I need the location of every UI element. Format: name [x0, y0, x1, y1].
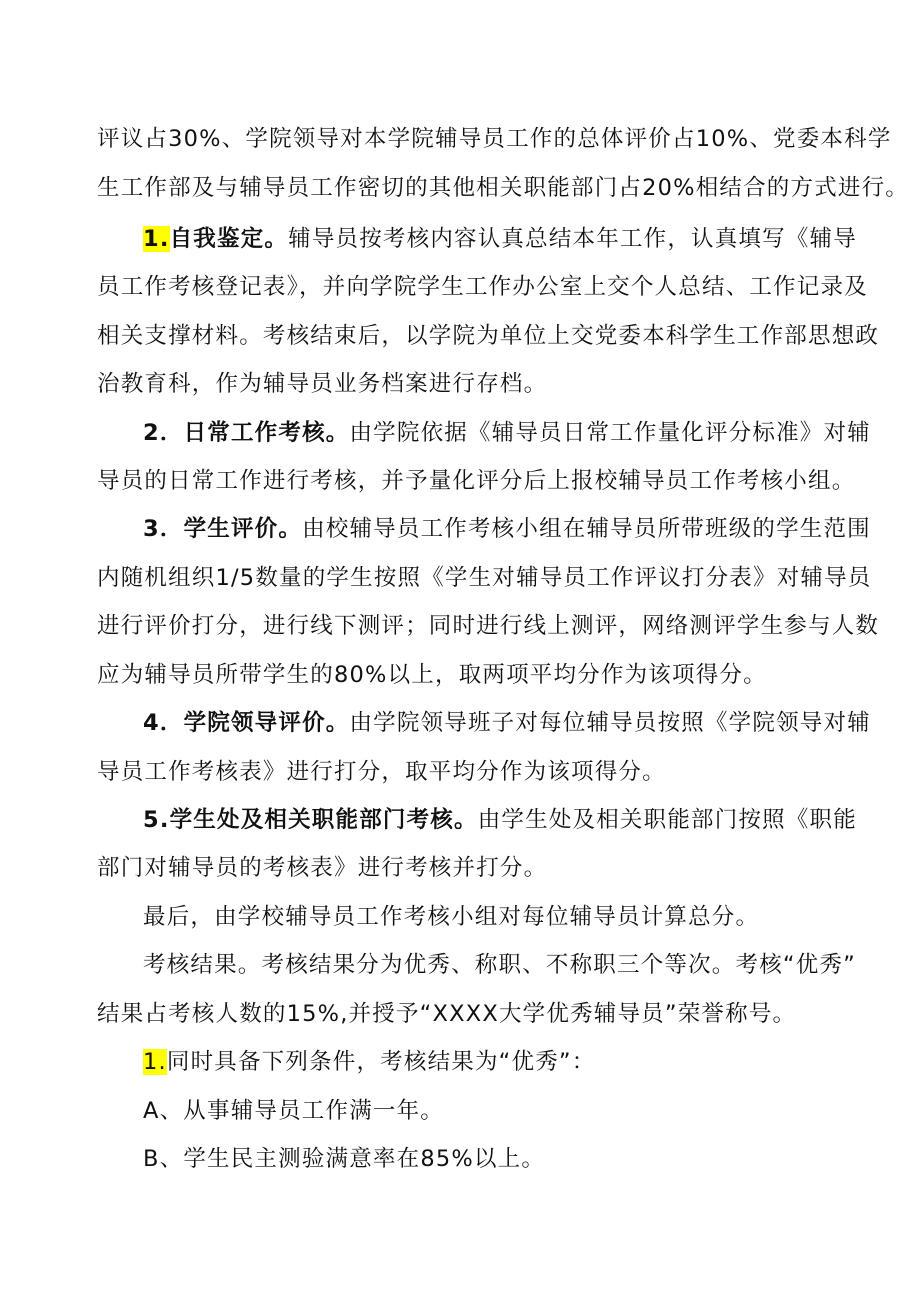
- item-department-assessment: [143, 805, 857, 835]
- item-number: 1.: [143, 1049, 167, 1075]
- item-daily-work: [143, 418, 871, 448]
- item-number: 2．: [143, 420, 184, 446]
- item-heading: 学生处及相关职能部门考核。: [169, 807, 478, 833]
- item-number: 5.: [143, 807, 170, 833]
- text-line: 结果占考核人数的15%,并授予“XXXX大学优秀辅导员”荣誉称号。: [97, 1001, 797, 1027]
- item-heading: 学生评价。: [183, 516, 303, 542]
- text-line: 相关支撑材料。考核结束后，以学院为单位上交党委本科学生工作部思想政: [97, 323, 880, 349]
- text-line: 最后，由学校辅导员工作考核小组对每位辅导员计算总分。: [143, 904, 760, 930]
- item-heading: 日常工作考核。: [183, 420, 350, 446]
- text-line: 评议占30%、学院领导对本学院辅导员工作的总体评价占10%、党委本科学: [97, 126, 892, 152]
- text-line: 应为辅导员所带学生的80%以上，取两项平均分作为该项得分。: [97, 662, 767, 688]
- condition-a: A、从事辅导员工作满一年。: [143, 1098, 444, 1124]
- text-line: 员工作考核登记表》，并向学院学生工作办公室上交个人总结、工作记录及: [97, 274, 868, 300]
- item-student-evaluation: [143, 514, 871, 544]
- item-text: 由学生处及相关职能部门按照《职能: [477, 807, 857, 833]
- item-text: 辅导员按考核内容认真总结本年工作，认真填写《辅导: [288, 226, 857, 252]
- text-line: 进行评价打分，进行线下测评；同时进行线上测评，网络测评学生参与人数: [97, 613, 880, 639]
- text-line: 治教育科，作为辅导员业务档案进行存档。: [97, 371, 548, 397]
- text-line: 部门对辅导员的考核表》进行考核并打分。: [97, 855, 548, 881]
- text-line: 导员工作考核表》进行打分，取平均分作为该项得分。: [97, 759, 666, 785]
- item-heading: 学院领导评价。: [183, 710, 350, 736]
- item-leader-evaluation: [143, 708, 871, 738]
- condition-intro: [143, 1047, 596, 1077]
- item-text: 由学院领导班子对每位辅导员按照《学院领导对辅: [349, 710, 871, 736]
- text-line: 生工作部及与辅导员工作密切的其他相关职能部门占20%相结合的方式进行。: [97, 175, 910, 201]
- item-self-assessment: [143, 224, 857, 254]
- item-number: 1.: [143, 226, 170, 252]
- item-number: 4．: [143, 710, 184, 736]
- text-line: 内随机组织1/5数量的学生按照《学生对辅导员工作评议打分表》对辅导员: [97, 565, 872, 591]
- text-line: 考核结果。考核结果分为优秀、称职、不称职三个等次。考核“优秀”: [143, 952, 857, 978]
- item-number: 3．: [143, 516, 184, 542]
- item-text: 由学院依据《辅导员日常工作量化评分标准》对辅: [349, 420, 871, 446]
- item-text: 由校辅导员工作考核小组在辅导员所带班级的学生范围: [302, 516, 871, 542]
- condition-b: B、学生民主测验满意率在85%以上。: [143, 1146, 546, 1172]
- item-text: 同时具备下列条件，考核结果为“优秀”：: [166, 1049, 596, 1075]
- text-line: 导员的日常工作进行考核，并予量化评分后上报校辅导员工作考核小组。: [97, 468, 856, 494]
- item-heading: 自我鉴定。: [169, 226, 289, 252]
